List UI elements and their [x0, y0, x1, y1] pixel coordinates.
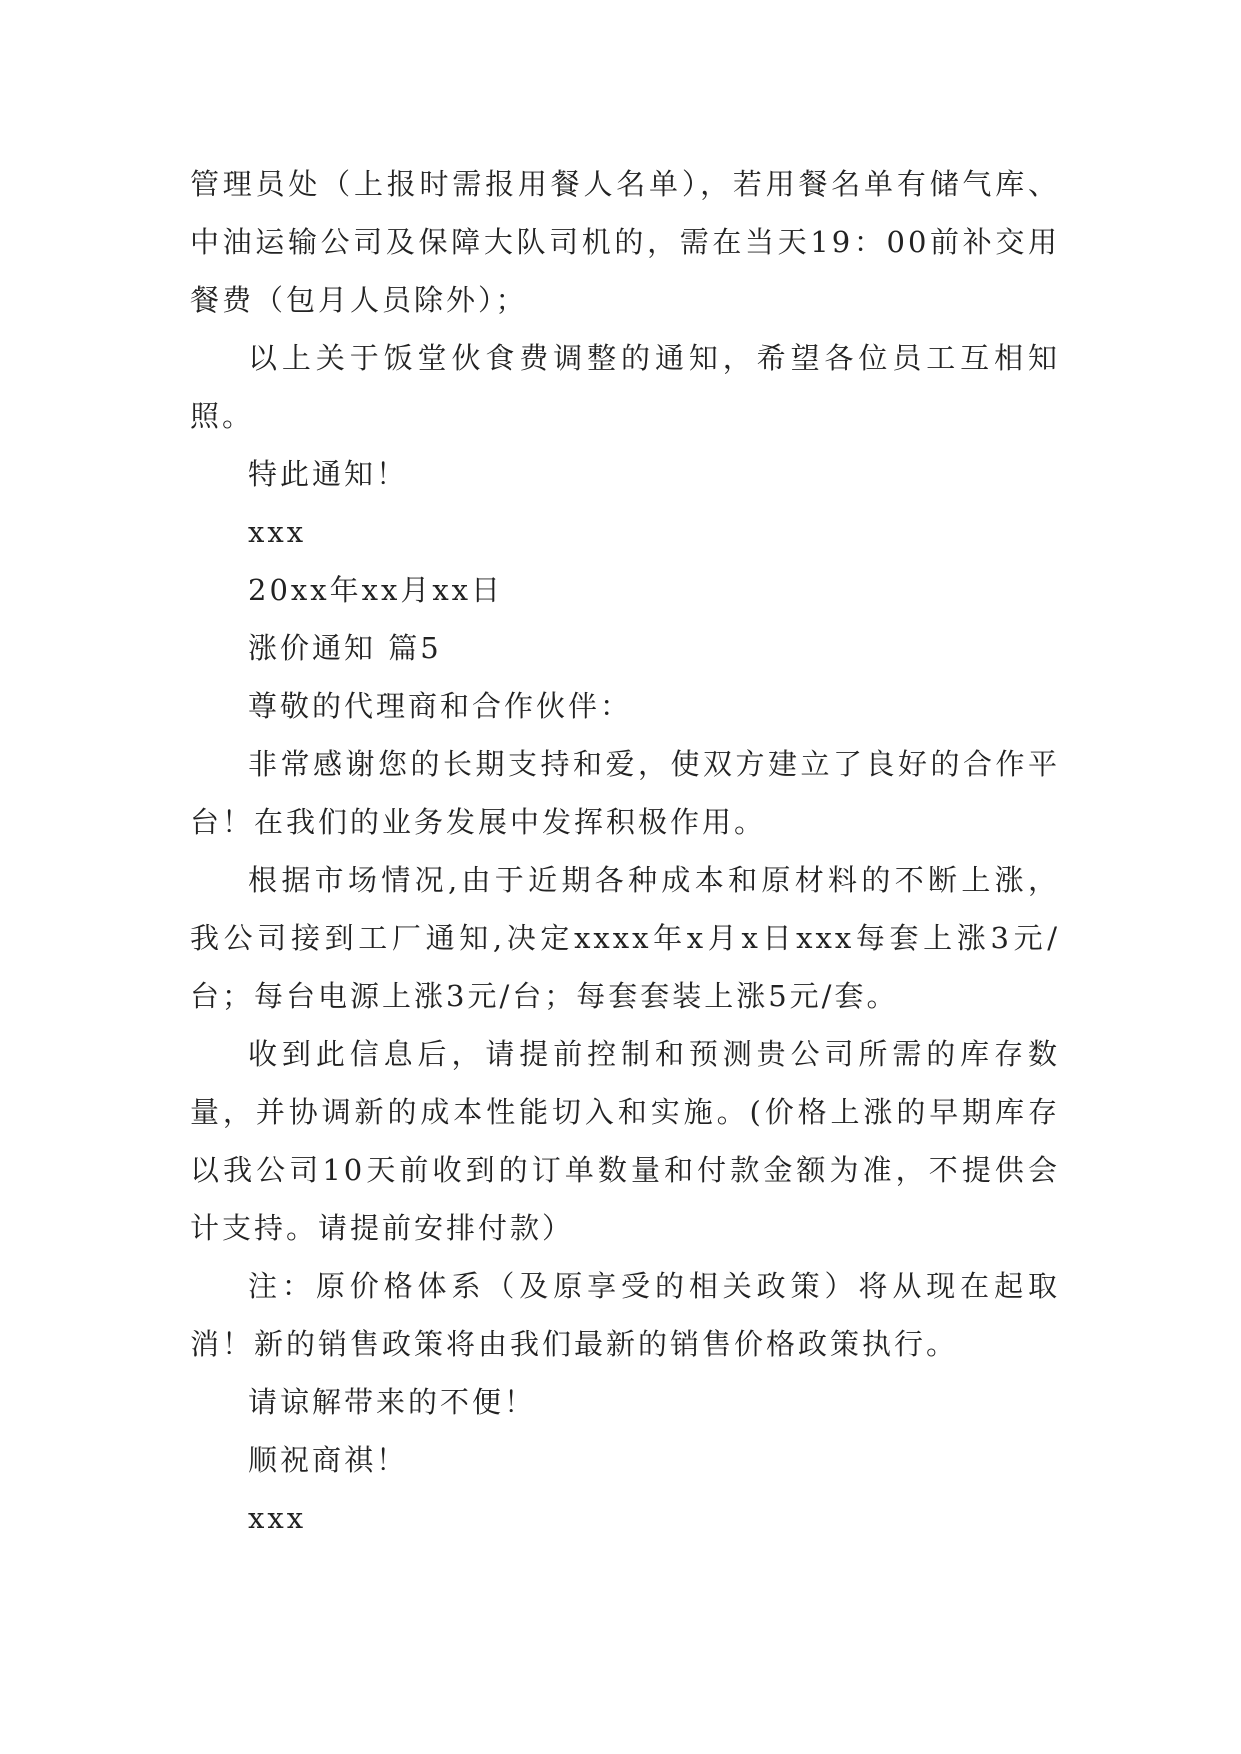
- section-heading: 涨价通知 篇5: [248, 631, 442, 665]
- paragraph-thanks: 非常感谢您的长期支持和爱，使双方建立了良好的合作平台！在我们的业务发展中发挥积极作用。: [190, 747, 1060, 839]
- signature-name-2: xxx: [248, 1501, 307, 1535]
- paragraph-inventory: 收到此信息后，请提前控制和预测贵公司所需的库存数量，并协调新的成本性能切入和实施。(价格上涨的早期库存以我公司10天前收到的订单数量和付款金额为准，不提供会计支持。请提前安排付款）: [190, 1037, 1060, 1245]
- paragraph-price-increase: 根据市场情况,由于近期各种成本和原材料的不断上涨，我公司接到工厂通知,决定xxxx年x月x日xxx每套上涨3元/台；每台电源上涨3元/台；每套套装上涨5元/套。: [190, 863, 1060, 1013]
- paragraph-apology: 请谅解带来的不便！: [248, 1385, 537, 1419]
- paragraph-note: 注：原价格体系（及原享受的相关政策）将从现在起取消！新的销售政策将由我们最新的销售价格政策执行。: [190, 1269, 1060, 1361]
- paragraph-notice: 特此通知！: [248, 457, 409, 491]
- paragraph-closing-remark: 以上关于饭堂伙食费调整的通知，希望各位员工互相知照。: [190, 341, 1060, 433]
- signature-name: xxx: [248, 515, 307, 549]
- salutation: 尊敬的代理商和合作伙伴：: [248, 689, 633, 723]
- paragraph-regards: 顺祝商祺！: [248, 1443, 409, 1477]
- signature-date: 20xx年xx月xx日: [248, 573, 504, 607]
- paragraph-continuation: 管理员处（上报时需报用餐人名单），若用餐名单有储气库、中油运输公司及保障大队司机的，需在当天19：00前补交用餐费（包月人员除外）；: [190, 167, 1060, 317]
- document-body: [190, 155, 1060, 1547]
